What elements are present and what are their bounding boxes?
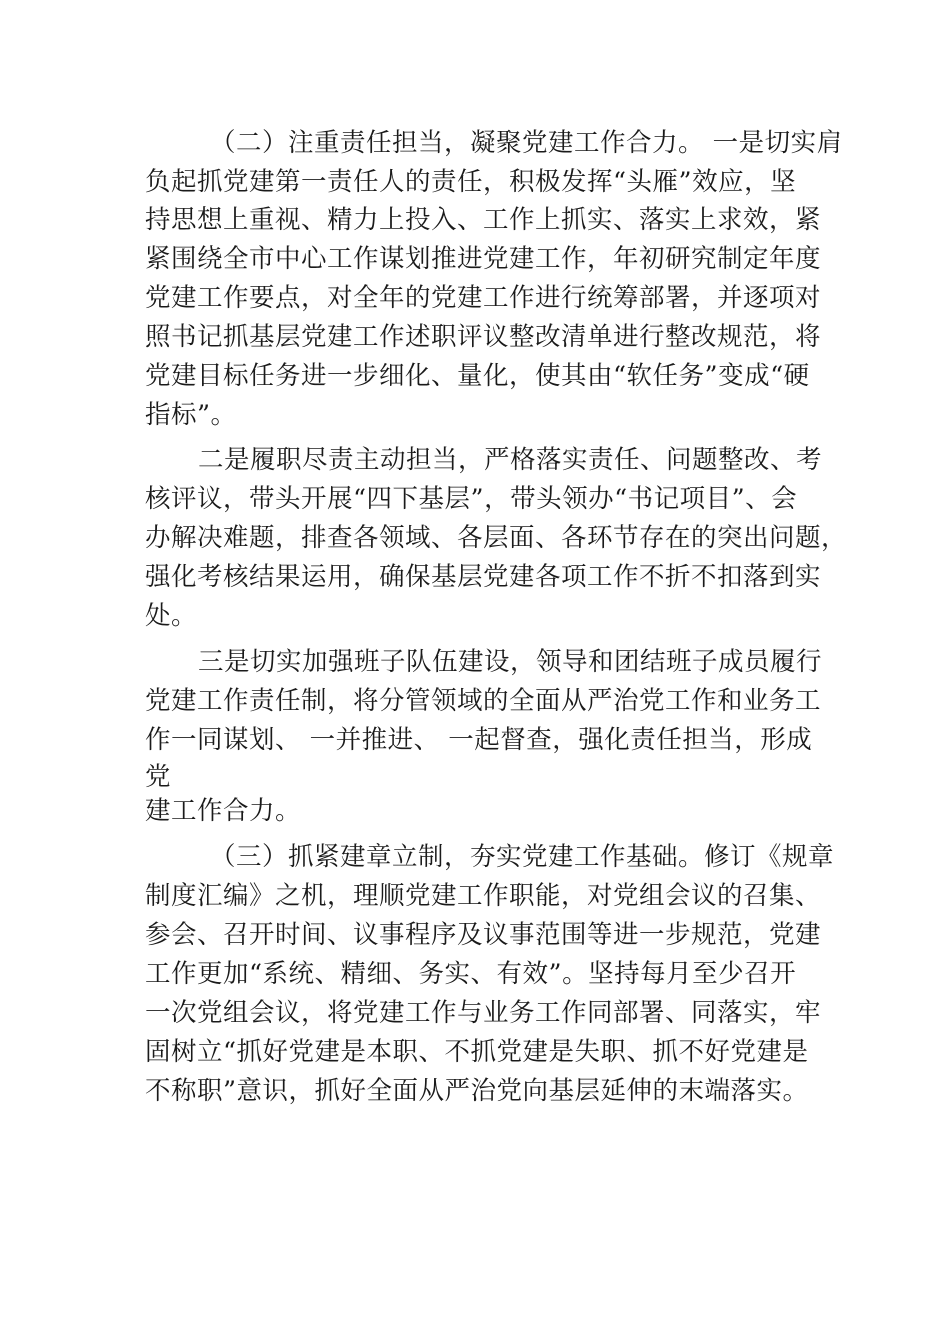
text-line: 三是切实加强班子队伍建设，领导和团结班子成员履行 <box>198 647 823 677</box>
text-line: 持思想上重视、精力上投入、工作上抓实、落实上求效，紧 <box>145 205 822 235</box>
text-line: 紧围绕全市中心工作谋划推进党建工作，年初研究制定年度 <box>145 244 822 274</box>
text-line: 工作更加“系统、精细、务实、有效”。坚持每月至少召开 <box>145 959 797 989</box>
text-line: 党 <box>145 762 172 792</box>
text-line: 二是履职尽责主动担当，严格落实责任、问题整改、考 <box>198 445 823 475</box>
text-line: 负起抓党建第一责任人的责任，积极发挥“头雁”效应，坚 <box>145 167 797 197</box>
text-line: 核评议，带头开展“四下基层”，带头领办“书记项目”、会 <box>145 484 798 514</box>
text-line: 照书记抓基层党建工作述职评议整改清单进行整改规范，将 <box>145 322 822 352</box>
text-line: 党建工作责任制，将分管领域的全面从严治党工作和业务工 <box>145 686 822 716</box>
text-line: 固树立“抓好党建是本职、不抓党建是失职、抓不好党建是 <box>145 1037 809 1067</box>
text-line: 一次党组会议，将党建工作与业务工作同部署、同落实，牢 <box>145 998 822 1028</box>
text-line: 制度汇编》之机，理顺党建工作职能，对党组会议的召集、 <box>145 881 822 911</box>
text-line: 办解决难题，排查各领域、各层面、各环节存在的突出问题， <box>145 523 848 553</box>
text-line: （二）注重责任担当，凝聚党建工作合力。 一是切实肩 <box>210 128 843 158</box>
text-line: 不称职”意识，抓好全面从严治党向基层延伸的末端落实。 <box>145 1076 809 1106</box>
text-line: 作一同谋划、 一并推进、 一起督查，强化责任担当，形成 <box>145 725 813 755</box>
text-line: 参会、召开时间、议事程序及议事范围等进一步规范，党建 <box>145 920 822 950</box>
text-line: 党建目标任务进一步细化、量化，使其由“软任务”变成“硬 <box>145 361 810 391</box>
text-line: 处。 <box>145 601 198 631</box>
text-line: 建工作合力。 <box>145 796 302 826</box>
text-line: （三）抓紧建章立制，夯实党建工作基础。修订《规章 <box>210 842 835 872</box>
text-line: 党建工作要点，对全年的党建工作进行统筹部署，并逐项对 <box>145 283 822 313</box>
text-line: 强化考核结果运用，确保基层党建各项工作不折不扣落到实 <box>145 562 822 592</box>
text-line: 指标”。 <box>145 400 237 430</box>
